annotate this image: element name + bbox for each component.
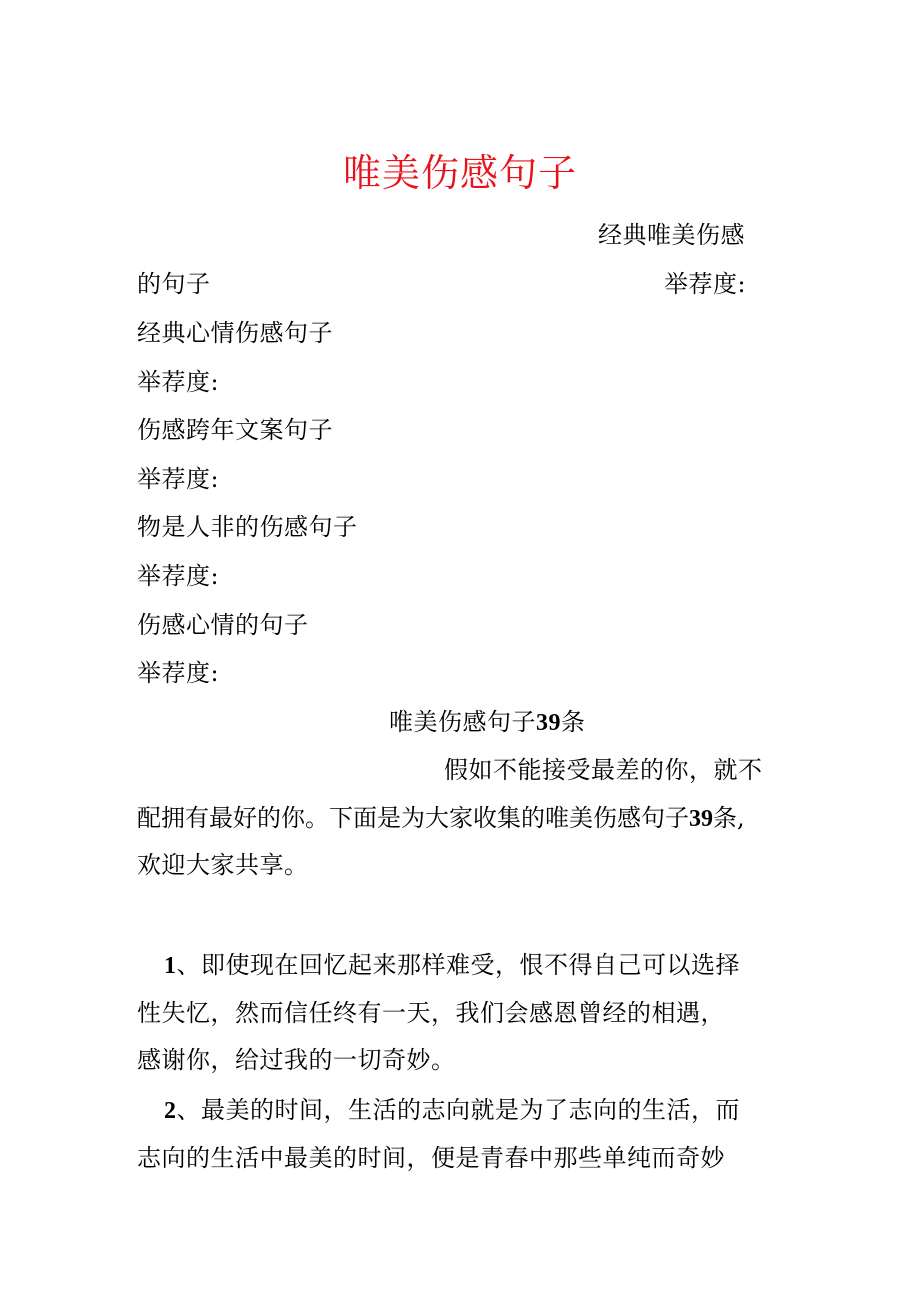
section-heading-text: 唯美伤感句子 (389, 708, 536, 736)
intro-number: 39 (689, 806, 713, 832)
section-heading (389, 705, 586, 740)
paragraph-number: 2 (164, 1098, 177, 1124)
paragraph-1-line-3: 感谢你，给过我的一切奇妙。 (137, 1046, 456, 1074)
section-heading-number: 39 (536, 710, 561, 736)
toc-item-1-line-1: 经典唯美伤感 (598, 221, 745, 249)
paragraph-2-line-2: 志向的生活中最美的时间，便是青春中那些单纯而奇妙 (137, 1144, 725, 1172)
intro-line-1: 假如不能接受最差的你，就不 (444, 756, 763, 784)
intro-line-2-end: 条, (713, 804, 745, 832)
toc-item-1-line-2: 的句子 (137, 270, 211, 298)
paragraph-text: 、即使现在回忆起来那样难受，恨不得自己可以选择 (176, 951, 740, 979)
toc-item-recommend: 举荐度: (137, 562, 220, 590)
paragraph-text: 、最美的时间，生活的志向就是为了志向的生活，而 (176, 1096, 740, 1124)
toc-item-name: 伤感心情的句子 (137, 611, 309, 639)
paragraph-1-line-1 (164, 948, 740, 983)
toc-item-recommend: 举荐度: (137, 465, 220, 493)
intro-line-2 (137, 801, 745, 836)
toc-item-recommend: 举荐度: (137, 368, 220, 396)
toc-item-1-recommend: 举荐度: (664, 270, 747, 298)
toc-item-name: 伤感跨年文案句子 (137, 416, 333, 444)
paragraph-number: 1 (164, 953, 177, 979)
toc-item-recommend: 举荐度: (137, 659, 220, 687)
intro-line-3: 欢迎大家共享。 (137, 851, 309, 879)
toc-item-name: 经典心情伤感句子 (137, 319, 333, 347)
toc-item-name: 物是人非的伤感句子 (137, 513, 358, 541)
intro-line-2-text: 配拥有最好的你。下面是为大家收集的唯美伤感句子 (137, 804, 689, 832)
paragraph-2-line-1 (164, 1093, 740, 1128)
paragraph-1-line-2: 性失忆，然而信任终有一天，我们会感恩曾经的相遇， (137, 999, 725, 1027)
section-heading-unit: 条 (561, 708, 586, 736)
document-title: 唯美伤感句子 (342, 151, 577, 195)
